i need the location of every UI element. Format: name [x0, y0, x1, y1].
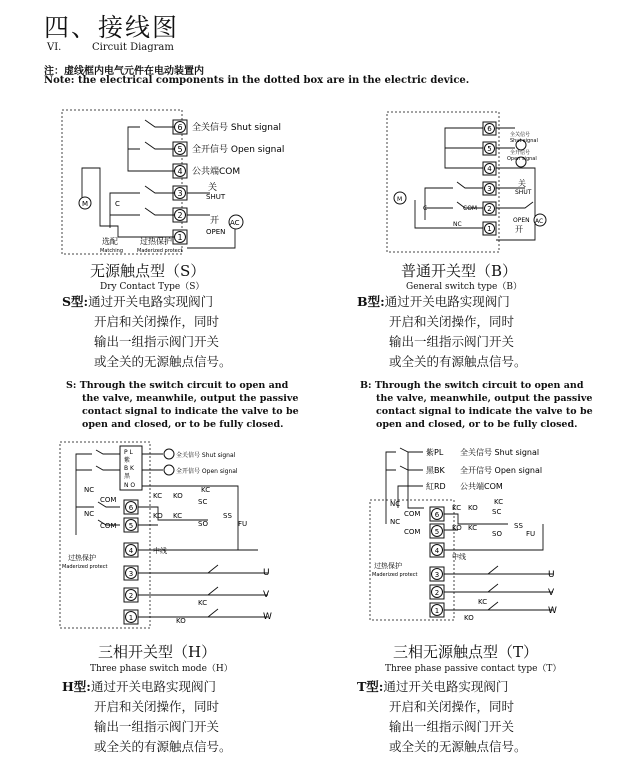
svg-text:4: 4: [434, 547, 440, 555]
svg-text:NC: NC: [390, 518, 401, 526]
desc-h: H型:通过开关电路实现阀门 开启和关闭操作，同时 输出一组指示阀门开关 或全关的有源触点信号。: [62, 679, 232, 754]
svg-text:KC: KC: [468, 524, 478, 532]
svg-text:KC: KC: [478, 598, 488, 606]
svg-text:KO: KO: [464, 614, 474, 622]
en-b: B: Through the switch circuit to open and the valve, meanwhile, output the passive contact signal to indicate the valve to be open and closed, or to be fully closed.: [360, 380, 593, 430]
svg-text:全开信号 Open signal: 全开信号 Open signal: [176, 468, 238, 475]
svg-text:3: 3: [128, 570, 134, 578]
diagram-s: [60, 108, 310, 258]
svg-text:中线: 中线: [153, 547, 167, 555]
svg-text:2: 2: [487, 205, 492, 213]
svg-text:全关信号 Shut signal: 全关信号 Shut signal: [460, 448, 540, 457]
svg-text:SO: SO: [198, 520, 208, 528]
svg-text:5: 5: [487, 145, 492, 153]
terminal-label: 5: [177, 145, 183, 154]
svg-text:KO: KO: [173, 492, 183, 500]
svg-text:KC: KC: [452, 504, 462, 512]
svg-text:过热保护: 过热保护: [68, 554, 96, 562]
svg-text:P L: P L: [124, 449, 133, 456]
dotted-box: [62, 110, 182, 254]
svg-text:KC: KC: [153, 492, 163, 500]
svg-text:M: M: [397, 196, 403, 203]
svg-text:NC: NC: [390, 500, 401, 508]
svg-text:N O: N O: [124, 482, 136, 489]
svg-text:SO: SO: [492, 530, 502, 538]
svg-text:全关信号: 全关信号: [510, 132, 531, 138]
svg-text:4: 4: [128, 547, 134, 555]
svg-text:KO: KO: [176, 617, 186, 625]
svg-text:FU: FU: [238, 520, 248, 528]
svg-text:COM: COM: [463, 205, 478, 212]
svg-text:V: V: [548, 588, 555, 598]
svg-text:1: 1: [487, 225, 492, 233]
title-s: 无源触点型（S）: [90, 262, 206, 280]
title-b: 普通开关型（B）: [401, 262, 518, 280]
title-b-en: General switch type（B）: [406, 282, 522, 292]
svg-text:Maderized protect: Maderized protect: [372, 572, 418, 578]
svg-text:KO: KO: [452, 524, 462, 532]
indicator-lamp-icon: [164, 449, 174, 459]
svg-text:COM: COM: [404, 510, 421, 518]
svg-text:过热保护: 过热保护: [374, 562, 402, 570]
svg-text:SC: SC: [492, 508, 502, 516]
svg-text:紫PL: 紫PL: [426, 448, 444, 457]
svg-text:紅RD: 紅RD: [426, 482, 446, 491]
terminal-block: [173, 120, 187, 244]
svg-text:KO: KO: [153, 512, 163, 520]
svg-text:中线: 中线: [452, 553, 466, 561]
capacitor-label: C: [115, 200, 120, 208]
terminal-label: 4: [177, 167, 183, 176]
dotted-box: [387, 112, 499, 252]
svg-text:Open signal: Open signal: [507, 156, 537, 162]
svg-text:4: 4: [487, 165, 492, 173]
svg-text:NC: NC: [84, 510, 95, 518]
svg-text:公共端COM: 公共端COM: [460, 482, 503, 491]
svg-text:6: 6: [434, 511, 440, 519]
terminal-label: 3: [177, 189, 183, 198]
svg-text:SS: SS: [223, 512, 232, 520]
svg-text:U: U: [263, 568, 270, 578]
svg-text:关: 关: [518, 179, 526, 188]
svg-text:NC: NC: [453, 221, 462, 228]
svg-text:1: 1: [128, 614, 134, 622]
svg-text:W: W: [263, 612, 272, 622]
title-h-en: Three phase switch mode（H）: [90, 664, 233, 674]
ac-label: AC: [230, 219, 240, 227]
protect-en: Maderized protect: [137, 248, 183, 254]
protect-label: 过热保护: [140, 237, 172, 246]
title-t-en: Three phase passive contact type（T）: [385, 664, 562, 674]
svg-text:全关信号 Shut signal: 全关信号 Shut signal: [176, 452, 236, 459]
page-title: 四、接线图: [44, 13, 180, 42]
svg-text:Maderized protect: Maderized protect: [62, 564, 108, 570]
svg-text:2: 2: [434, 589, 440, 597]
svg-text:C: C: [423, 205, 428, 212]
open-signal-label: 全开信号 Open signal: [192, 145, 285, 155]
svg-text:SHUT: SHUT: [515, 189, 532, 196]
svg-text:KC: KC: [201, 486, 211, 494]
shut-en: SHUT: [206, 193, 226, 201]
svg-text:OPEN: OPEN: [513, 217, 530, 224]
en-s: S: Through the switch circuit to open and the valve, meanwhile, output the passive contact signal to indicate the valve to be open and closed, or to be fully closed.: [66, 380, 299, 430]
shut-signal-label: 全关信号 Shut signal: [192, 123, 281, 133]
desc-t: T型:通过开关电路实现阀门 开启和关闭操作，同时 输出一组指示阀门开关 或全关的无源触点信号。: [357, 679, 527, 754]
svg-text:FU: FU: [526, 530, 536, 538]
section-title: Circuit Diagram: [92, 42, 174, 53]
svg-text:KC: KC: [198, 599, 208, 607]
svg-text:V: V: [263, 590, 270, 600]
section-number: VI.: [47, 42, 62, 53]
svg-text:黑: 黑: [124, 473, 131, 480]
diagram-b: [385, 110, 585, 256]
title-t: 三相无源触点型（T）: [393, 643, 539, 661]
svg-text:KC: KC: [494, 498, 504, 506]
svg-text:W: W: [548, 606, 557, 616]
motor-label: M: [82, 200, 89, 208]
svg-text:SS: SS: [514, 522, 523, 530]
svg-text:3: 3: [487, 185, 492, 193]
open-cn: 开: [210, 216, 220, 226]
svg-text:开: 开: [515, 225, 523, 234]
svg-text:COM: COM: [100, 496, 117, 504]
svg-text:全开信号 Open signal: 全开信号 Open signal: [460, 466, 543, 475]
desc-s: S型:通过开关电路实现阀门 开启和关闭操作，同时 输出一组指示阀门开关 或全关的无源触点信号。: [62, 294, 232, 369]
diagram-t: [368, 444, 568, 624]
svg-text:COM: COM: [404, 528, 421, 536]
svg-text:紫: 紫: [124, 457, 131, 464]
svg-text:3: 3: [434, 571, 440, 579]
svg-text:全开信号: 全开信号: [510, 150, 531, 156]
svg-text:SC: SC: [198, 498, 208, 506]
svg-text:6: 6: [128, 504, 134, 512]
desc-b: B型:通过开关电路实现阀门 开启和关闭操作，同时 输出一组指示阀门开关 或全关的有源触点信号。: [357, 294, 527, 369]
shut-cn: 关: [208, 183, 218, 193]
terminal-label: 2: [177, 211, 183, 220]
svg-text:5: 5: [128, 522, 134, 530]
terminal-label: 6: [177, 123, 183, 132]
svg-text:5: 5: [434, 528, 440, 536]
svg-text:6: 6: [487, 125, 492, 133]
common-label: 公共端COM: [192, 167, 241, 177]
matching-label: 选配: [102, 237, 118, 246]
matching-en: Matching: [100, 248, 123, 254]
terminal-label: 1: [177, 233, 183, 242]
title-s-en: Dry Contact Type（S）: [100, 282, 205, 292]
svg-text:黑BK: 黑BK: [426, 466, 445, 475]
svg-text:B K: B K: [124, 465, 134, 472]
svg-text:NC: NC: [84, 486, 95, 494]
svg-text:Shut signal: Shut signal: [510, 138, 538, 144]
svg-text:U: U: [548, 570, 555, 580]
note-en: Note: the electrical components in the dotted box are in the electric device.: [44, 75, 470, 86]
svg-text:2: 2: [128, 592, 134, 600]
svg-text:AC: AC: [535, 218, 544, 225]
open-en: OPEN: [206, 228, 226, 236]
svg-text:COM: COM: [100, 522, 117, 530]
title-h: 三相开关型（H）: [98, 643, 217, 661]
diagram-h: [58, 440, 288, 630]
note-cn: 注：虚线框内电气元件在电动装置内: [44, 66, 204, 77]
svg-text:KC: KC: [173, 512, 183, 520]
svg-text:1: 1: [434, 607, 440, 615]
svg-text:KO: KO: [468, 504, 478, 512]
indicator-lamp-icon: [164, 465, 174, 475]
